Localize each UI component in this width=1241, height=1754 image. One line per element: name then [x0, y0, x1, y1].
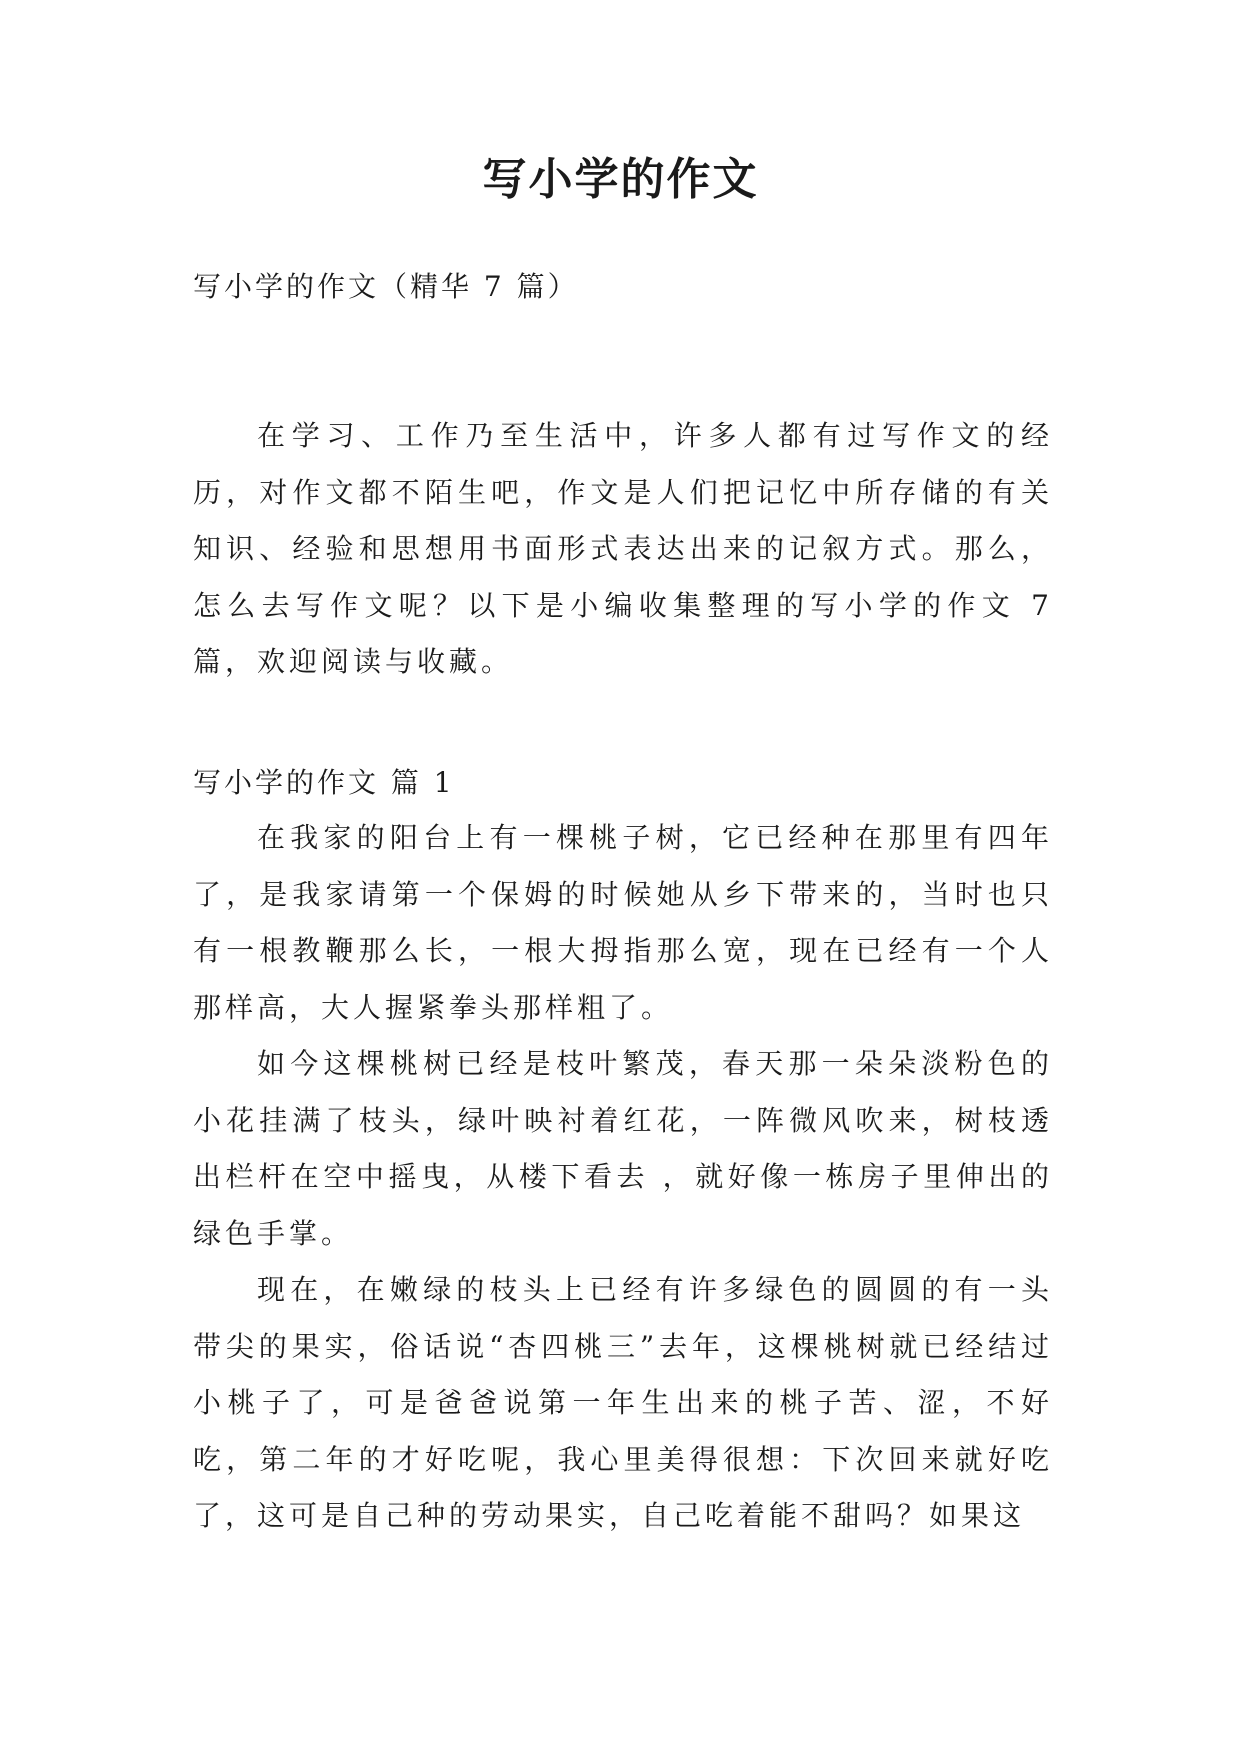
section-body — [193, 810, 1053, 1545]
body-paragraph-3: 现在，在嫩绿的枝头上已经有许多绿色的圆圆的有一头带尖的果实，俗话说“杏四桃三”去年，这棵桃树就已经结过小桃子了，可是爸爸说第一年生出来的桃子苦、涩，不好吃，第二年的才好吃呢，我心里美得很想：下次回来就好吃了，这可是自己种的劳动果实，自己吃着能不甜吗？如果这 — [193, 1273, 1053, 1532]
body-paragraph-1: 在我家的阳台上有一棵桃子树，它已经种在那里有四年了，是我家请第一个保姆的时候她从乡下带来的，当时也只有一根教鞭那么长，一根大拇指那么宽，现在已经有一个人那样高，大人握紧拳头那样粗了。 — [193, 821, 1053, 1024]
document-title: 写小学的作文 — [482, 154, 759, 205]
document-subtitle: 写小学的作文（精华 7 篇） — [193, 270, 579, 303]
intro-paragraph: 在学习、工作乃至生活中，许多人都有过写作文的经历，对作文都不陌生吧，作文是人们把记忆中所存储的有关知识、经验和思想用书面形式表达出来的记叙方式。那么，怎么去写作文呢？以下是小编收集整理的写小学的作文 7 篇，欢迎阅读与收藏。 — [193, 419, 1053, 678]
section-heading: 写小学的作文 篇 1 — [193, 766, 455, 799]
intro-block — [193, 408, 1053, 691]
body-paragraph-2: 如今这棵桃树已经是枝叶繁茂，春天那一朵朵淡粉色的小花挂满了枝头，绿叶映衬着红花，一阵微风吹来，树枝透出栏杆在空中摇曳，从楼下看去 ，就好像一栋房子里伸出的绿色手掌。 — [193, 1047, 1053, 1250]
